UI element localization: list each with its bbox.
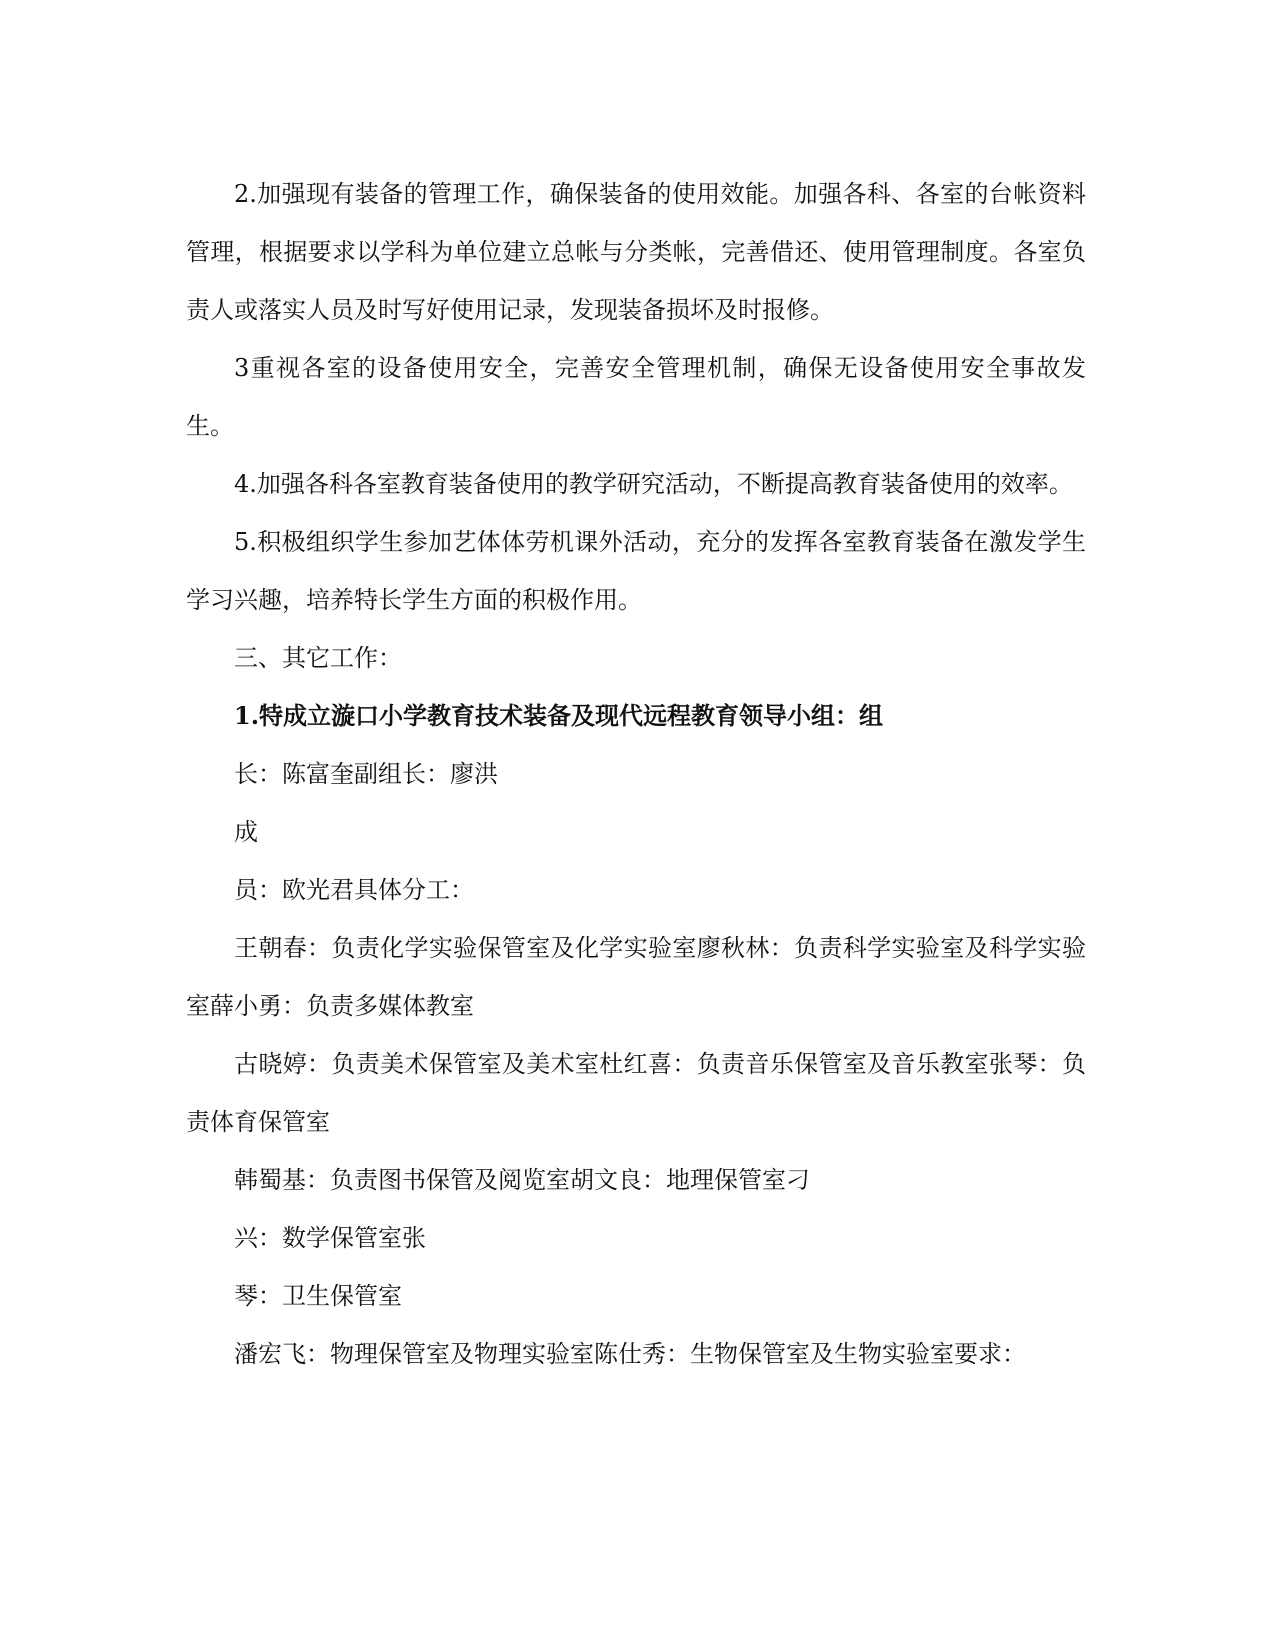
paragraph-members: 员：欧光君具体分工： bbox=[234, 876, 474, 904]
paragraph-safety: 3重视各室的设备使用安全，完善安全管理机制，确保无设备使用安全事故发生。 bbox=[186, 354, 1086, 440]
section-heading-other-work: 三、其它工作： bbox=[234, 644, 402, 672]
paragraph-teaching-research: 4.加强各科各室教育装备使用的教学研究活动，不断提高教育装备使用的效率。 bbox=[234, 470, 1073, 498]
paragraph-duty-health: 琴：卫生保管室 bbox=[234, 1282, 402, 1310]
paragraph-group-leaders: 长：陈富奎副组长：廖洪 bbox=[234, 760, 498, 788]
paragraph-duty-library-geography: 韩蜀基：负责图书保管及阅览室胡文良：地理保管室刁 bbox=[234, 1166, 810, 1194]
paragraph-duty-physics-biology: 潘宏飞：物理保管室及物理实验室陈仕秀：生物保管室及生物实验室要求： bbox=[234, 1340, 1026, 1368]
paragraph-duty-math: 兴：数学保管室张 bbox=[234, 1224, 426, 1252]
paragraph-duty-art-music: 古晓婷：负责美术保管室及美术室杜红喜：负责音乐保管室及音乐教室张琴：负责体育保管室 bbox=[186, 1050, 1086, 1136]
paragraph-duty-chemistry-science: 王朝春：负责化学实验保管室及化学实验室廖秋林：负责科学实验室及科学实验室薛小勇：负责多媒体教室 bbox=[186, 934, 1086, 1020]
paragraph-extracurricular: 5.积极组织学生参加艺体体劳机课外活动，充分的发挥各室教育装备在激发学生学习兴趣，培养特长学生方面的积极作用。 bbox=[186, 528, 1086, 614]
paragraph-leadership-group: 1.特成立漩口小学教育技术装备及现代远程教育领导小组：组 bbox=[234, 701, 884, 730]
paragraph-equipment-management: 2.加强现有装备的管理工作，确保装备的使用效能。加强各科、各室的台帐资料管理，根据要求以学科为单位建立总帐与分类帐，完善借还、使用管理制度。各室负责人或落实人员及时写好使用记录，发现装备损坏及时报修。 bbox=[186, 180, 1086, 324]
paragraph-members-label: 成 bbox=[234, 818, 258, 846]
document-body bbox=[186, 165, 1086, 1383]
